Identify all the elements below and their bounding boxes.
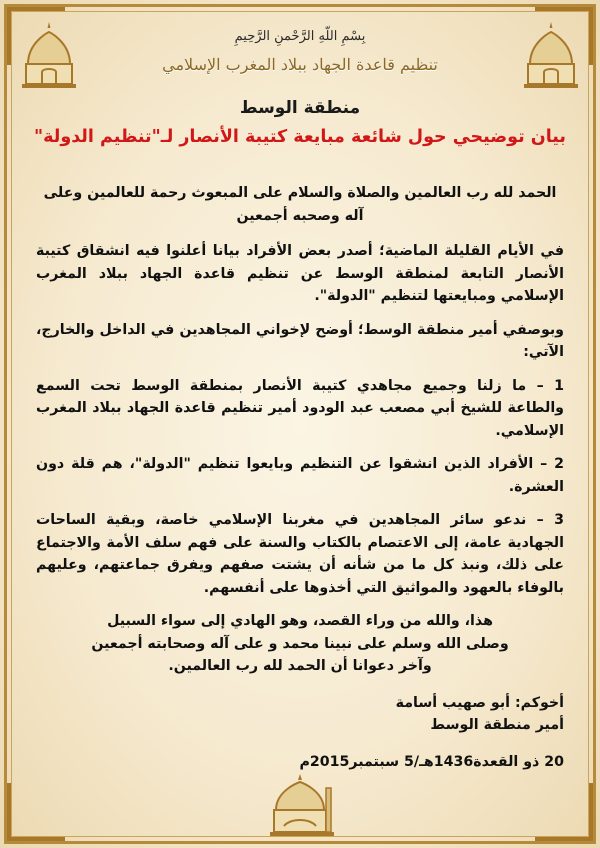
closing-line: هذا، والله من وراء القصد، وهو الهادي إلى سواء السبيل — [107, 613, 493, 629]
mosque-dome-icon — [16, 18, 82, 92]
mosque-dome-icon — [518, 18, 584, 92]
corner-ornament — [7, 783, 65, 841]
organization-calligraphy: تنظيم قاعدة الجهاد ببلاد المغرب الإسلامي — [162, 55, 438, 74]
numbered-point: 2 – الأفراد الذين انشقوا عن التنظيم وبايعوا تنظيم "الدولة"، هم قلة دون العشرة. — [36, 456, 564, 495]
numbered-point: 1 – ما زلنا وجميع مجاهدي كتيبة الأنصار بمنطقة الوسط تحت السمع والطاعة للشيخ أبي مصعب عبد الودود أمير تنظيم قاعدة الجهاد ببلاد المغرب الإسلامي. — [36, 377, 564, 439]
closing-lines — [36, 610, 564, 678]
paragraph: في الأيام القليلة الماضية؛ أصدر بعض الأفراد بيانا أعلنوا فيه انشقاق كتيبة الأنصار التابعة لمنطقة الوسط عن تنظيم قاعدة الجهاد ببلاد المغرب الإسلامي ومبايعتها لتنظيم "الدولة". — [36, 243, 564, 304]
closing-line: وصلى الله وسلم على نبينا محمد و على آله وصحابته أجمعين — [91, 635, 509, 652]
closing-line: وآخر دعوانا أن الحمد لله رب العالمين. — [168, 658, 432, 674]
signature-name: أخوكم: أبو صهيب أسامة — [395, 694, 564, 711]
numbered-point: 3 – ندعو سائر المجاهدين في مغربنا الإسلامي خاصة، وبقية الساحات الجهادية عامة، إلى الاعتصام بالكتاب والسنة على فهم سلف الأمة والاجتماع على ذلك، ونبذ كل ما من شأنه أن يشتت صفهم ويفرق جماعتهم، وعليهم بالوفاء بالعهود والمواثيق التي أخذوها على أنفسهم. — [36, 512, 564, 596]
region-heading: منطقة الوسط — [239, 98, 361, 118]
basmala: بِسْمِ اللّهِ الرَّحْمنِ الرَّحِيمِ — [234, 29, 366, 44]
signature-role: أمير منطقة الوسط — [430, 717, 564, 733]
statement-title: بيان توضيحي حول شائعة مبايعة كتيبة الأنصار لـ"تنظيم الدولة" — [34, 127, 566, 147]
organization-emblem-icon — [262, 770, 338, 840]
date-line: 20 ذو القعدة1436هـ/5 سبتمبر2015م — [299, 753, 564, 770]
opening-praise: الحمد لله رب العالمين والصلاة والسلام على المبعوث رحمة للعالمين وعلى آله وصحبه أجمعين — [43, 185, 557, 224]
statement-body — [36, 182, 564, 773]
paragraph: وبوصفي أمير منطقة الوسط؛ أوضح لإخواني المجاهدين في الداخل والخارج، الآتي: — [36, 321, 564, 360]
corner-ornament — [535, 783, 593, 841]
document-header — [140, 26, 460, 82]
